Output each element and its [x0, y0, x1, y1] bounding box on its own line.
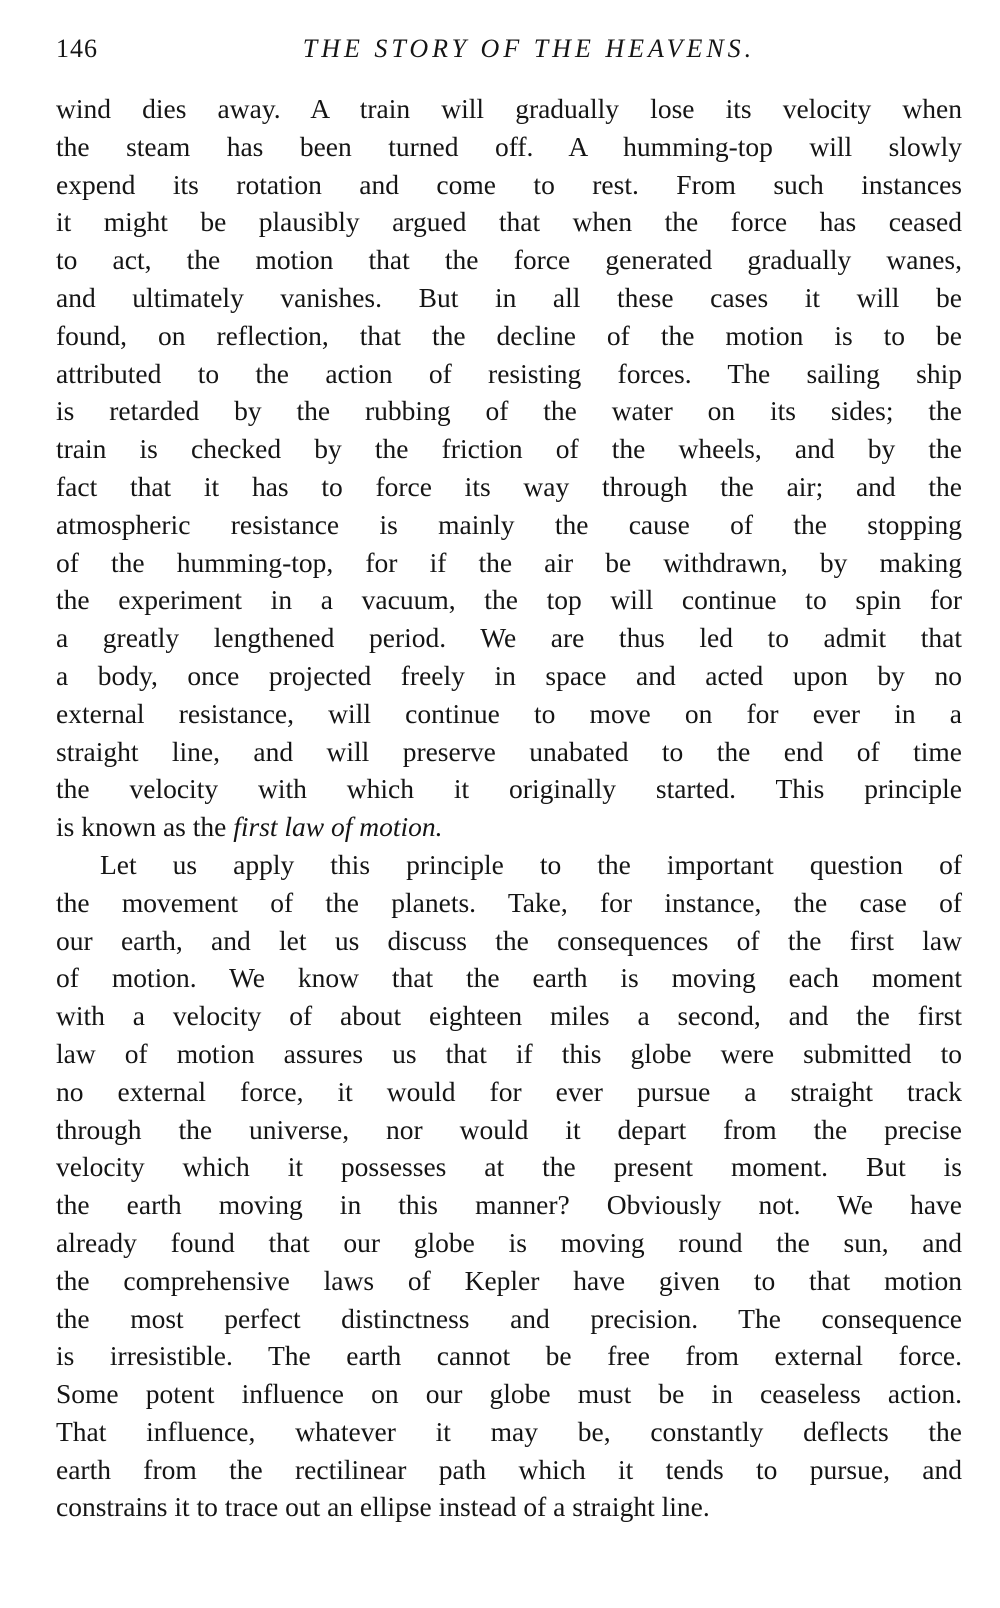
text-line: the comprehensive laws of Kepler have given to that motion: [56, 1264, 962, 1296]
text-line: no external force, it would for ever pursue a straight track: [56, 1075, 962, 1107]
running-title: THE STORY OF THE HEAVENS.: [302, 34, 756, 63]
italic-term: first law of motion.: [233, 811, 443, 843]
text-line: Some potent influence on our globe must be in ceaseless action.: [56, 1378, 962, 1410]
text-line-last: constrains it to trace out an ellipse instead of a straight line.: [56, 1491, 710, 1523]
text-line: velocity which it possesses at the present moment. But is: [56, 1151, 962, 1183]
text-line-last: [56, 808, 962, 846]
text-line: fact that it has to force its way through the air; and the: [56, 470, 962, 502]
text-line: with a velocity of about eighteen miles a second, and the first: [56, 1000, 962, 1032]
text-line: law of motion assures us that if this globe were submitted to: [56, 1037, 962, 1069]
text-line: and ultimately vanishes. But in all these cases it will be: [56, 281, 962, 313]
text-line: a body, once projected freely in space and acted upon by no: [56, 659, 962, 691]
text-line: straight line, and will preserve unabated to the end of time: [56, 735, 962, 767]
text-line: earth from the rectilinear path which it tends to pursue, and: [56, 1453, 962, 1485]
text-line: attributed to the action of resisting forces. The sailing ship: [56, 357, 962, 389]
text-line: the movement of the planets. Take, for instance, the case of: [56, 886, 962, 918]
text-line: wind dies away. A train will gradually lose its velocity when: [56, 93, 962, 124]
text-line: That influence, whatever it may be, constantly deflects the: [56, 1415, 962, 1447]
running-head: [56, 28, 962, 74]
text-line: a greatly lengthened period. We are thus led to admit that: [56, 622, 962, 654]
text-line: the earth moving in this manner? Obviously not. We have: [56, 1189, 962, 1221]
text-line: the most perfect distinctness and precision. The consequence: [56, 1302, 962, 1334]
text-line: our earth, and let us discuss the consequences of the first law: [56, 924, 962, 956]
text-line: through the universe, nor would it depart from the precise: [56, 1113, 962, 1145]
page-number: 146: [56, 34, 98, 63]
body-text: [56, 90, 962, 1526]
text-line: already found that our globe is moving round the sun, and: [56, 1226, 962, 1258]
text-line: the experiment in a vacuum, the top will continue to spin for: [56, 584, 962, 616]
book-page: [56, 28, 962, 1526]
paragraph-1: [56, 90, 962, 846]
text-line: the steam has been turned off. A humming-top will slowly: [56, 130, 962, 162]
paragraph-2: [56, 846, 962, 1526]
text-line: found, on reflection, that the decline of the motion is to be: [56, 319, 962, 351]
text-line: train is checked by the friction of the wheels, and by the: [56, 433, 962, 465]
text-line: Let us apply this principle to the important question of: [100, 848, 962, 880]
text-line: of the humming-top, for if the air be withdrawn, by making: [56, 546, 962, 578]
text-line: external resistance, will continue to move on for ever in a: [56, 697, 962, 729]
text-line: the velocity with which it originally started. This principle: [56, 773, 962, 805]
text-line-prefix: is known as the: [56, 811, 227, 843]
text-line: expend its rotation and come to rest. From such instances: [56, 168, 962, 200]
text-line: is irresistible. The earth cannot be free from external force.: [56, 1340, 962, 1372]
text-line: it might be plausibly argued that when the force has ceased: [56, 206, 962, 238]
text-line: to act, the motion that the force generated gradually wanes,: [56, 244, 962, 276]
text-line: atmospheric resistance is mainly the cause of the stopping: [56, 508, 962, 540]
text-line: of motion. We know that the earth is moving each moment: [56, 962, 962, 994]
text-line: is retarded by the rubbing of the water on its sides; the: [56, 395, 962, 427]
